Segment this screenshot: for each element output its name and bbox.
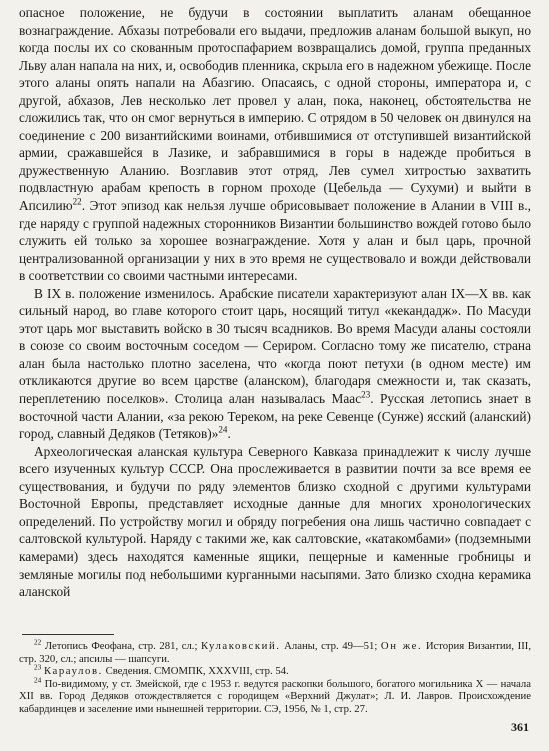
paragraph-1: опасное положение, не будучи в состоянии выплатить аланам обещанное вознаграждение. Абхазы потребовали его выдачи, предложив аланам большой выкуп, но когда послы их со скованным протоспафарием возвращались домой, группа преданных Льву алан напала на них, и, освободив пленника, скрыла его в надежном убежище. После этого аланы опять напали на Абазгию. Опасаясь, с одной стороны, императора и, с другой, абхазов, Лев несколько лет провел у алан, пока, наконец, обстоятельства не сложились так, что он смог вернуться в империю. С отрядом в 50 человек он двинулся на соединение с 200 византийскими воинами, отбившимися от отступившей византийской армии, сражавшейся в Лазике, и забравшимися в горы в надежде пробиться в дружественную Аланию. Возглавив этот отряд, Лев сумел хитростью захватить подвластную арабам крепость в горном проходе (Цебельда — Сухуми) и выйти в Апсилию$^{22}$. Этот эпизод как нельзя лучше обрисовывает положение в Алании в VIII в., где наряду с группой надежных сторонников Византии большинство вождей готово было служить ей только за хорошее вознаграждение. Хотя у алан и был царь, прочной централизованной организации у них в это время не существовало и вожди действовали в соответствии со своими частными интересами. xyxy=(19,5,531,284)
footnote-ref-24[interactable]: 24 xyxy=(218,424,228,435)
footnote-ref-22[interactable]: 22 xyxy=(72,196,82,207)
paragraph-3: Археологическая аланская культура Северного Кавказа принадлежит к числу лучше всего изученных культур СССР. Она прослеживается в развитии почти за все время ее существования, и будучи по ряду элементов близко сходной с другими культурами Восточной Европы, представляет исходные данные для многих хронологических определений. По устройству могил и обряду погребения она лишь частично совпадает с салтовской культурой. Наряду с такими же, как салтовские, «катакомбами» (подземными камерами) здесь находятся каменные ящики, пещерные и каменные гробницы и земляные могилы под небольшими курганными насыпями. Зато близко сходна керамика аланской xyxy=(19,443,531,600)
page-number: 361 xyxy=(511,720,529,734)
footnote-22: $^{22}$ Летопись Феофана, стр. 281, сл.; Кулаковский. Аланы, стр. 49—51; Он же. История Византии, III, стр. 320, сл.; апсилы — шапсуги. xyxy=(19,638,531,665)
paragraph-2: В IX в. положение изменилось. Арабские писатели характеризуют алан IX—X вв. как сильный народ, во главе которого стоит царь, носящий титул «кекандадж». По Масуди этот царь мог выставить войско в 30 тысяч всадников. Во время Масуди аланы состояли в союзе со своим восточным соседом — Сериром. Согласно тому же писателю, страна алан была настолько плотно заселена, что «когда поют петухи (в одном месте) им откликаются другие во всем царстве (аланском), благодаря смежности и, так сказать, переплетению поселков». Столица алан называлась Маас$^{23}$. Русская летопись знает в восточной части Алании, «за рекою Тереком, на реке Севенце (Сунже) ясский (аланский) город, славный Дедяков (Тетяков)»$^{24}$. xyxy=(19,285,532,442)
footnote-24: $^{24}$ По-видимому, у ст. Змейской, где с 1953 г. ведутся раскопки большого, богатого могильника X — начала XII вв. Город Дедяков отождествляется с городищем «Верхний Джулат»; Л. И. Лавров. Происхождение кабардинцев и заселение ими нынешней территории. СЭ, 1956, № 1, стр. 27. xyxy=(19,676,531,715)
main-text xyxy=(19,4,531,601)
footnote-23: $^{23}$ Караулов. Сведения. СМОМПК, XXXVIII, стр. 54. xyxy=(34,663,289,678)
footnotes xyxy=(19,640,531,716)
footnote-ref-23[interactable]: 23 xyxy=(361,389,371,400)
footnote-divider xyxy=(22,634,114,635)
